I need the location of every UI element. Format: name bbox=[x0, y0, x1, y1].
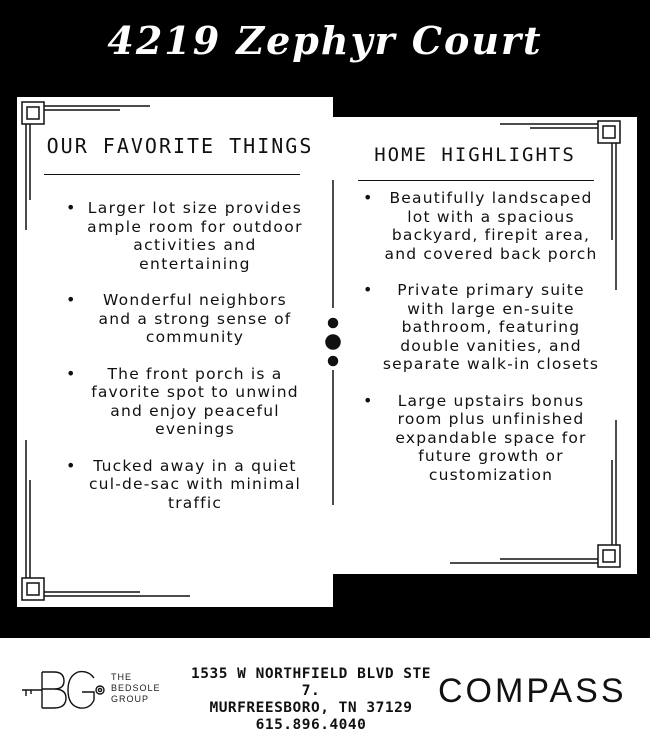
bedsole-group-logo bbox=[20, 664, 110, 714]
address-line-2: MURFREESBORO, TN 37129 bbox=[209, 700, 413, 716]
list-item: • Beautifully landscaped lot with a spacious backyard, firepit area, and covered back porch bbox=[363, 189, 601, 263]
compass-logo: COMPASS bbox=[438, 672, 627, 710]
list-item: • Large upstairs bonus room plus unfinished expandable space for future growth or customization bbox=[363, 392, 601, 485]
list-item: • Larger lot size provides ample room for outdoor activities and entertaining bbox=[66, 199, 306, 273]
brand-line: BEDSOLE bbox=[111, 683, 161, 693]
office-address bbox=[180, 666, 442, 734]
favorite-things-heading: OUR FAVORITE THINGS bbox=[46, 134, 314, 158]
list-item: • The front porch is a favorite spot to unwind and enjoy peaceful evenings bbox=[66, 365, 306, 439]
page-title: 4219 Zephyr Court bbox=[107, 18, 543, 63]
phone-number: 615.896.4040 bbox=[255, 717, 367, 733]
home-highlights-heading: HOME HIGHLIGHTS bbox=[374, 144, 576, 166]
address-line-1: 1535 W NORTHFIELD BLVD STE 7. bbox=[191, 666, 431, 699]
list-item: • Wonderful neighbors and a strong sense of community bbox=[66, 291, 306, 347]
list-item: • Tucked away in a quiet cul-de-sac with minimal traffic bbox=[66, 457, 306, 513]
brand-line: THE bbox=[111, 672, 132, 682]
brand-line: GROUP bbox=[111, 694, 150, 704]
brand-text bbox=[111, 672, 161, 705]
list-item: • Private primary suite with large en-suite bathroom, featuring double vanities, and separate walk-in closets bbox=[363, 281, 601, 374]
